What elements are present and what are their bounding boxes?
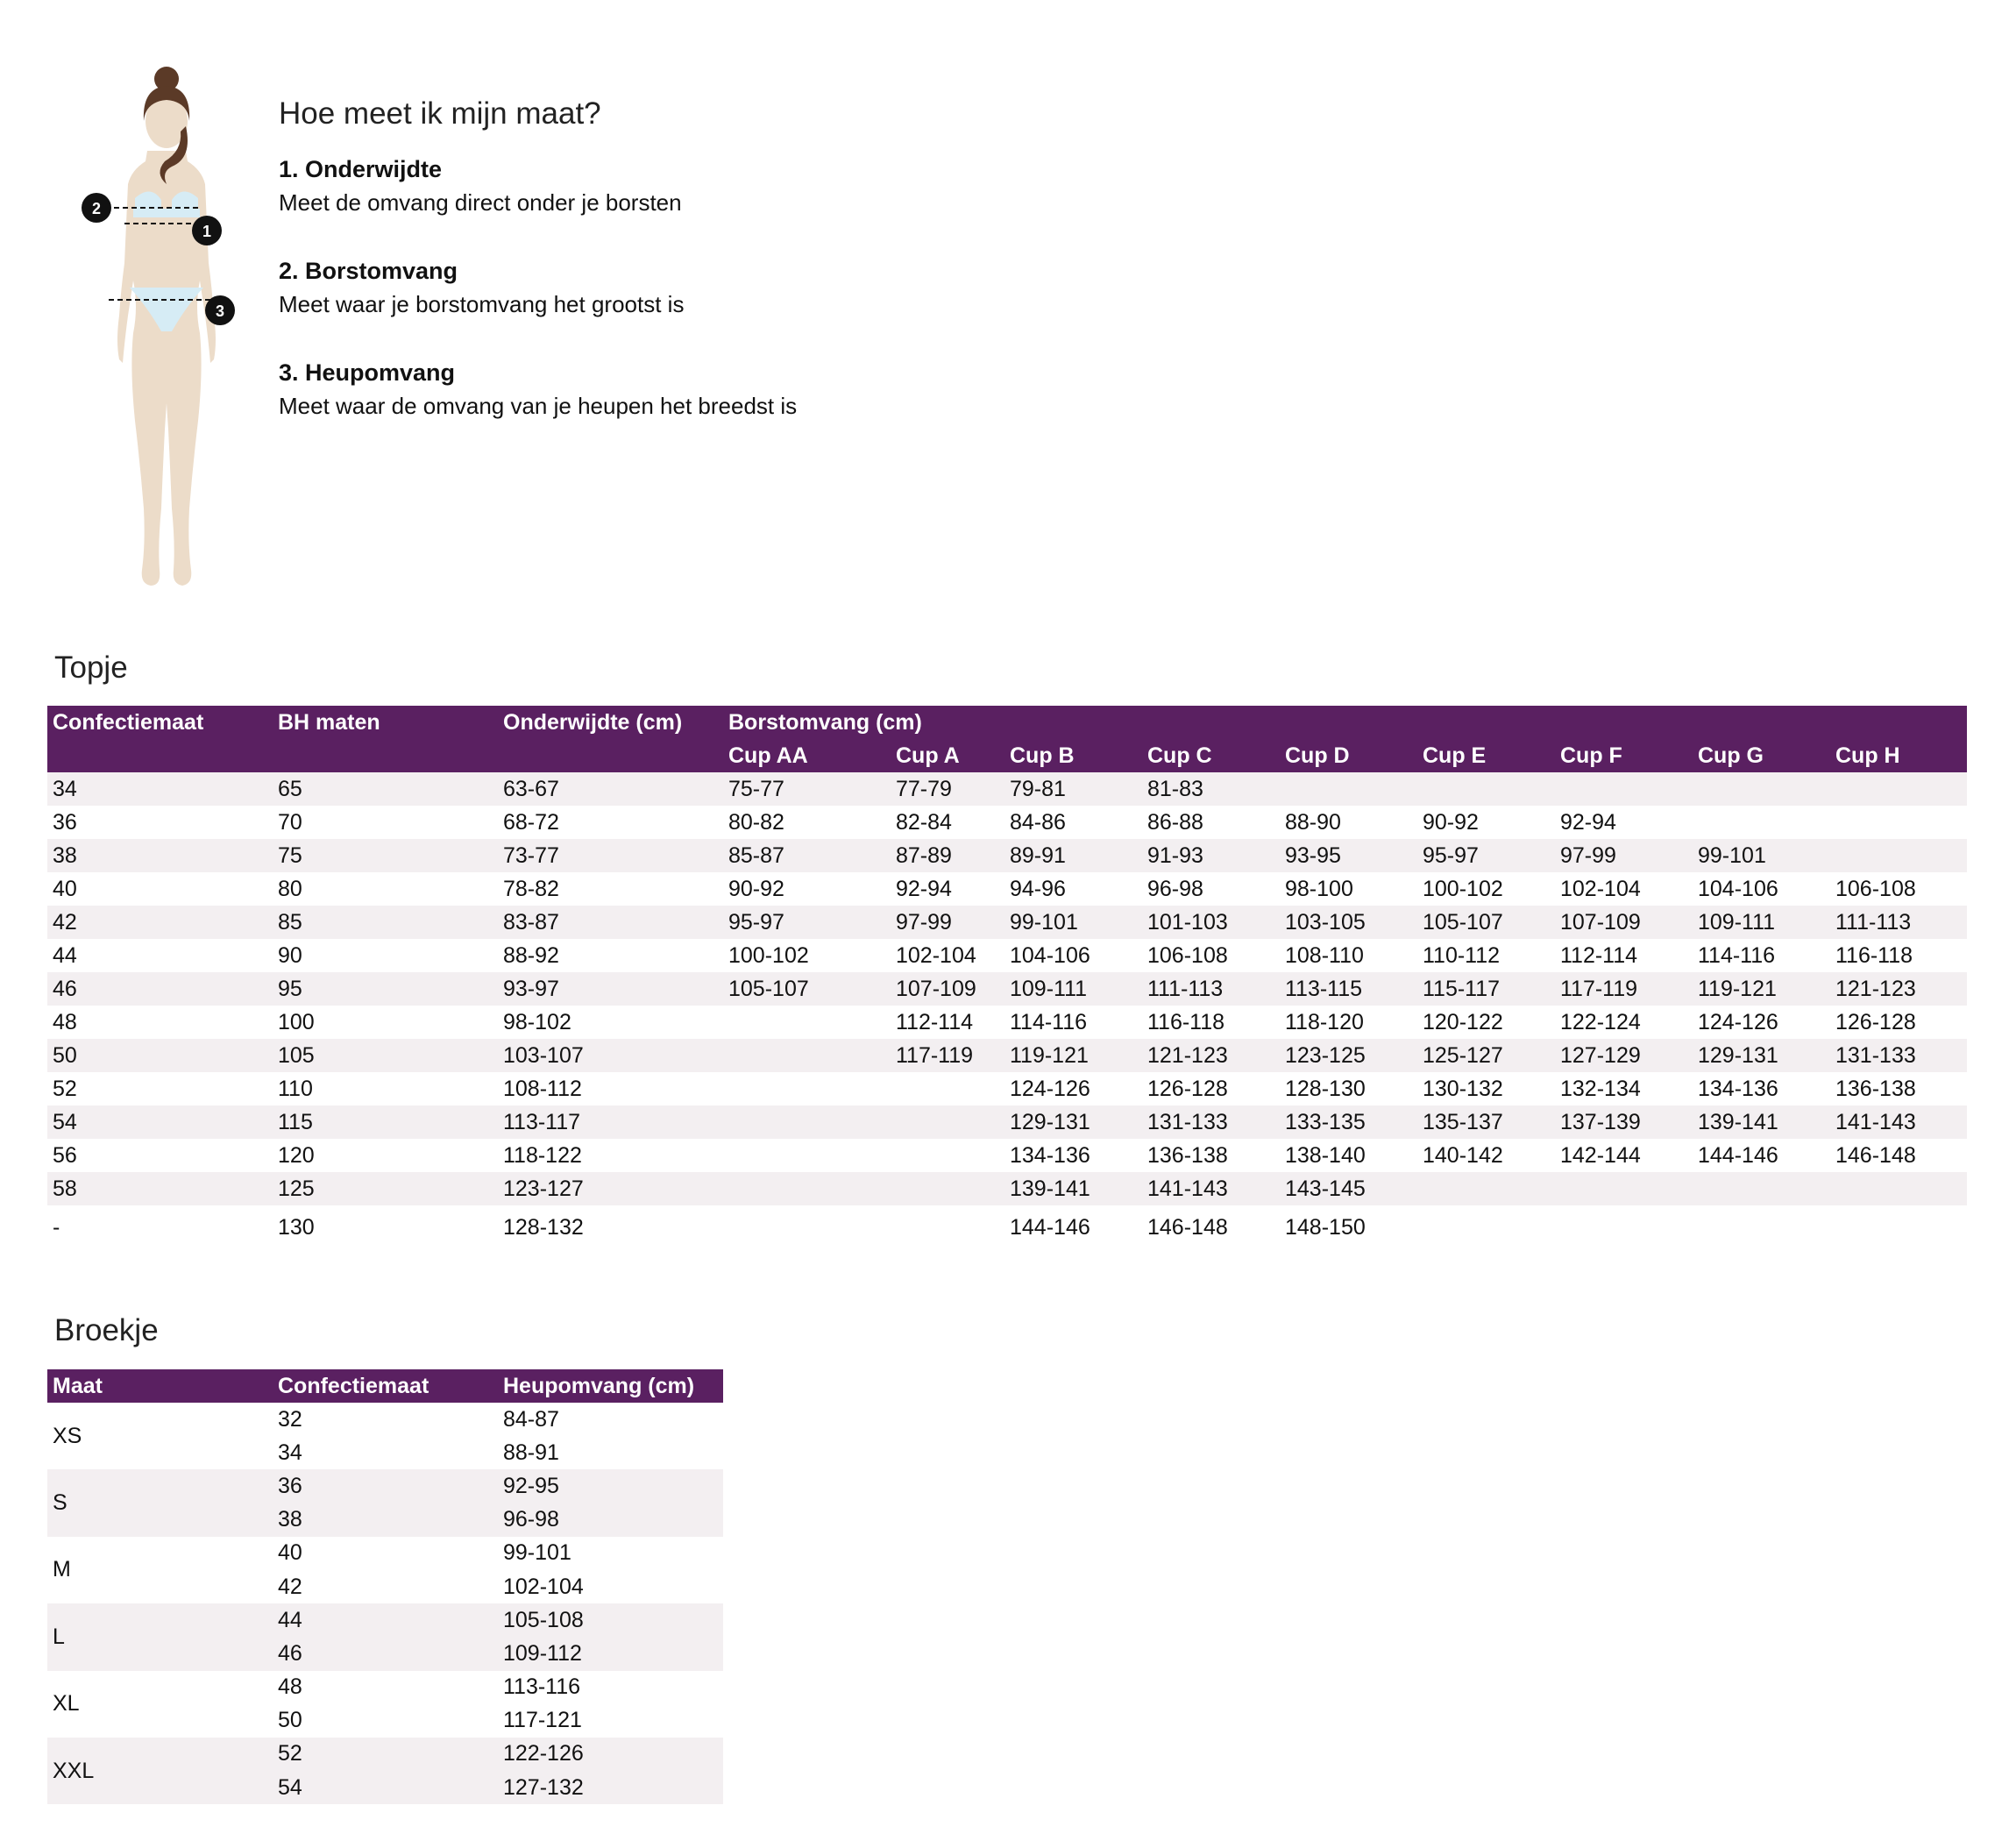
table-cell: 75 <box>273 839 498 872</box>
topje-table-body <box>47 772 1967 1249</box>
table-cell: 102-104 <box>1560 876 1641 901</box>
table-cell: 128-130 <box>1285 1076 1366 1101</box>
col-header-cup: Cup A <box>891 739 1004 772</box>
table-cell: 111-113 <box>1830 906 1967 939</box>
table-cell <box>1830 1205 1967 1249</box>
table-cell: 137-139 <box>1555 1105 1693 1139</box>
table-cell: 114-116 <box>1698 942 1776 968</box>
table-cell <box>1693 772 1830 806</box>
table-cell: 100-102 <box>728 942 809 968</box>
table-cell: 36 <box>53 809 77 835</box>
table-cell: 38 <box>273 1503 498 1537</box>
table-cell: 88-90 <box>1285 809 1341 835</box>
table-cell: 118-120 <box>1285 1009 1364 1034</box>
table-cell <box>1830 839 1967 872</box>
table-cell <box>1693 1205 1830 1249</box>
marker-2-label: 2 <box>91 200 102 217</box>
col-header-maat: Maat <box>47 1369 273 1403</box>
table-cell: 97-99 <box>891 906 1004 939</box>
maat-cell: S <box>47 1469 273 1536</box>
table-cell: 90 <box>278 942 302 968</box>
table-cell: 140-142 <box>1423 1142 1503 1168</box>
col-header-borstomvang: Borstomvang (cm) <box>723 706 1967 739</box>
table-cell: 50 <box>47 1039 273 1072</box>
table-cell: 46 <box>47 972 273 1006</box>
table-cell: 114-116 <box>1010 1009 1088 1034</box>
table-cell: 96-98 <box>1147 876 1203 901</box>
table-cell: 36 <box>273 1469 498 1503</box>
table-cell: 130-132 <box>1423 1076 1503 1101</box>
table-cell: 101-103 <box>1142 906 1280 939</box>
table-cell: 144-146 <box>1698 1142 1778 1168</box>
cup-header-row <box>47 739 1967 772</box>
step-text: Meet waar je borstomvang het grootst is <box>279 291 685 317</box>
table-cell <box>1555 1172 1693 1205</box>
table-cell <box>723 1205 891 1249</box>
table-cell: 78-82 <box>503 876 559 901</box>
table-cell: 132-134 <box>1560 1076 1641 1101</box>
table-cell: 107-109 <box>1555 906 1693 939</box>
table-cell: 121-123 <box>1830 972 1967 1006</box>
table-cell: 127-132 <box>498 1771 723 1804</box>
table-cell <box>723 1006 891 1039</box>
table-cell <box>1693 1172 1830 1205</box>
table-cell: 127-129 <box>1555 1039 1693 1072</box>
table-cell: 83-87 <box>498 906 723 939</box>
table-cell: 105-108 <box>498 1603 723 1637</box>
maat-cell: M <box>53 1557 71 1582</box>
topje-size-table <box>47 706 1967 1249</box>
table-cell <box>723 1039 891 1072</box>
table-cell: 116-118 <box>1835 942 1913 968</box>
table-cell: 141-143 <box>1142 1172 1280 1205</box>
table-cell: 128-132 <box>503 1214 584 1240</box>
table-cell: 92-94 <box>1560 809 1616 835</box>
table-cell: 103-105 <box>1280 906 1417 939</box>
measuring-instructions <box>279 95 1155 458</box>
table-cell <box>723 1105 891 1139</box>
table-cell <box>1830 772 1967 806</box>
marker-1-label: 1 <box>202 223 212 240</box>
step-borstomvang <box>279 254 1155 321</box>
table-cell: 112-114 <box>1560 942 1638 968</box>
table-cell: 95 <box>273 972 498 1006</box>
table-cell: 138-140 <box>1285 1142 1366 1168</box>
table-cell: 85-87 <box>723 839 891 872</box>
table-cell <box>723 1139 891 1172</box>
col-header-cup: Cup H <box>1830 739 1967 772</box>
maat-cell: XXL <box>47 1738 273 1804</box>
table-cell: 65 <box>273 772 498 806</box>
table-cell: 44 <box>53 942 77 968</box>
table-cell: 93-97 <box>498 972 723 1006</box>
table-cell: 120 <box>278 1142 315 1168</box>
table-cell: 124-126 <box>1698 1009 1778 1034</box>
broekje-table-body <box>47 1403 723 1804</box>
table-cell: 100-102 <box>1423 876 1503 901</box>
table-cell: 99-101 <box>503 1540 571 1566</box>
table-cell <box>1417 1205 1555 1249</box>
table-cell: 122-124 <box>1560 1009 1641 1034</box>
table-cell: 82-84 <box>896 809 952 835</box>
table-row <box>47 1603 723 1637</box>
table-cell: 44 <box>273 1603 498 1637</box>
table-cell: 42 <box>278 1574 302 1599</box>
table-row <box>47 1469 723 1503</box>
col-header-cup: Cup F <box>1555 739 1693 772</box>
table-cell: 103-107 <box>498 1039 723 1072</box>
table-cell: 79-81 <box>1004 772 1142 806</box>
table-row <box>47 972 1967 1006</box>
table-cell: 143-145 <box>1280 1172 1417 1205</box>
table-cell: 38 <box>47 839 273 872</box>
table-row <box>47 1671 723 1704</box>
table-cell: 146-148 <box>1147 1214 1228 1240</box>
table-row <box>47 1403 723 1436</box>
col-header-cup: Cup B <box>1004 739 1142 772</box>
body-measurement-figure <box>70 53 263 596</box>
table-row <box>47 1738 723 1771</box>
table-cell: 126-128 <box>1835 1009 1916 1034</box>
table-cell: 86-88 <box>1147 809 1203 835</box>
table-cell: 130 <box>278 1214 315 1240</box>
table-row <box>47 806 1967 839</box>
table-row <box>47 906 1967 939</box>
table-cell: 117-119 <box>1555 972 1693 1006</box>
col-header-confectiemaat: Confectiemaat <box>47 706 273 739</box>
table-cell <box>1830 806 1967 839</box>
table-cell <box>891 1072 1004 1105</box>
table-row <box>47 839 1967 872</box>
table-row <box>47 1039 1967 1072</box>
table-cell: 58 <box>47 1172 273 1205</box>
col-header-cup: Cup AA <box>723 739 891 772</box>
table-cell: 77-79 <box>891 772 1004 806</box>
table-cell: 48 <box>53 1009 77 1034</box>
table-cell: 46 <box>273 1637 498 1670</box>
table-cell: 48 <box>278 1674 302 1700</box>
col-header-cup: Cup E <box>1417 739 1555 772</box>
table-cell: 113-116 <box>503 1674 581 1700</box>
table-cell: 105-107 <box>1417 906 1555 939</box>
col-header-cup: Cup D <box>1280 739 1417 772</box>
col-header-confectiemaat: Confectiemaat <box>273 1369 498 1403</box>
table-cell: 97-99 <box>1555 839 1693 872</box>
table-cell: 113-115 <box>1280 972 1417 1006</box>
table-cell: 119-121 <box>1004 1039 1142 1072</box>
table-cell: 112-114 <box>896 1009 974 1034</box>
marker-1-icon <box>192 216 222 245</box>
table-cell: 91-93 <box>1142 839 1280 872</box>
table-row <box>47 939 1967 972</box>
table-cell: 111-113 <box>1142 972 1280 1006</box>
table-cell: 84-87 <box>503 1406 559 1432</box>
table-cell: 54 <box>273 1771 498 1804</box>
broekje-size-table <box>47 1369 723 1804</box>
table-cell: 73-77 <box>498 839 723 872</box>
table-cell: 106-108 <box>1835 876 1916 901</box>
table-cell: 121-123 <box>1142 1039 1280 1072</box>
table-cell: 98-100 <box>1285 876 1353 901</box>
table-cell: 100 <box>278 1009 315 1034</box>
broekje-heading: Broekje <box>54 1313 159 1347</box>
step-text: Meet waar de omvang van je heupen het breedst is <box>279 393 798 419</box>
table-cell: 105 <box>273 1039 498 1072</box>
maat-cell: XS <box>53 1423 82 1448</box>
maat-cell: XL <box>53 1691 80 1717</box>
table-cell: 117-121 <box>503 1708 582 1733</box>
col-header-cup: Cup G <box>1693 739 1830 772</box>
table-cell: 136-138 <box>1147 1142 1228 1168</box>
table-cell: 40 <box>278 1540 302 1566</box>
table-cell: 139-141 <box>1693 1105 1830 1139</box>
table-cell: - <box>53 1214 60 1240</box>
table-cell: 93-95 <box>1280 839 1417 872</box>
table-cell: 54 <box>47 1105 273 1139</box>
table-cell <box>723 1172 891 1205</box>
table-cell: 88-91 <box>503 1439 559 1465</box>
table-cell: 108-112 <box>503 1076 582 1101</box>
table-cell: 34 <box>278 1439 302 1465</box>
table-cell: 108-110 <box>1285 942 1364 968</box>
table-cell: 63-67 <box>498 772 723 806</box>
table-cell: 95-97 <box>1417 839 1555 872</box>
table-cell: 109-111 <box>1004 972 1142 1006</box>
col-header-onderwijdte: Onderwijdte (cm) <box>498 706 723 739</box>
table-cell: 75-77 <box>723 772 891 806</box>
table-cell <box>891 1105 1004 1139</box>
table-cell: 123-127 <box>498 1172 723 1205</box>
table-cell: 42 <box>47 906 273 939</box>
table-cell <box>1693 806 1830 839</box>
table-cell: 131-133 <box>1142 1105 1280 1139</box>
table-cell: 102-104 <box>503 1574 584 1599</box>
table-cell: 68-72 <box>503 809 559 835</box>
table-cell: 102-104 <box>896 942 976 968</box>
table-cell: 116-118 <box>1147 1009 1225 1034</box>
table-cell: 50 <box>278 1708 302 1733</box>
table-cell: 122-126 <box>498 1738 723 1771</box>
table-cell <box>891 1205 1004 1249</box>
table-cell: 124-126 <box>1010 1076 1090 1101</box>
table-header-row <box>47 706 1967 739</box>
table-cell: 94-96 <box>1010 876 1066 901</box>
table-cell <box>1555 772 1693 806</box>
table-cell: 125 <box>273 1172 498 1205</box>
table-cell: 120-122 <box>1423 1009 1503 1034</box>
table-cell: 131-133 <box>1830 1039 1967 1072</box>
table-cell <box>723 1072 891 1105</box>
table-cell: 104-106 <box>1010 942 1090 968</box>
table-cell: 40 <box>53 876 77 901</box>
step-text: Meet de omvang direct onder je borsten <box>279 189 682 216</box>
table-cell: 105-107 <box>723 972 891 1006</box>
table-cell: 134-136 <box>1010 1142 1090 1168</box>
table-cell: 52 <box>53 1076 77 1101</box>
step-title: 2. Borstomvang <box>279 258 458 284</box>
table-cell <box>1555 1205 1693 1249</box>
table-header-row <box>47 1369 723 1403</box>
table-cell: 80 <box>278 876 302 901</box>
table-cell: 133-135 <box>1280 1105 1417 1139</box>
table-cell: 109-112 <box>498 1637 723 1670</box>
table-cell: 109-111 <box>1693 906 1830 939</box>
table-cell: 119-121 <box>1693 972 1830 1006</box>
table-cell: 104-106 <box>1698 876 1778 901</box>
table-cell: 89-91 <box>1004 839 1142 872</box>
table-cell: 87-89 <box>891 839 1004 872</box>
table-cell: 118-122 <box>503 1142 582 1168</box>
marker-2-icon <box>82 193 111 223</box>
empty-header-cell <box>273 739 498 772</box>
table-cell: 99-101 <box>1693 839 1830 872</box>
table-cell: 32 <box>278 1406 302 1432</box>
table-cell: 136-138 <box>1835 1076 1916 1101</box>
table-cell <box>1280 772 1417 806</box>
table-cell <box>1417 772 1555 806</box>
table-cell: 84-86 <box>1010 809 1066 835</box>
table-cell: 126-128 <box>1147 1076 1228 1101</box>
table-cell <box>891 1172 1004 1205</box>
table-cell: 70 <box>278 809 302 835</box>
step-onderwijdte <box>279 153 1155 219</box>
table-cell: 98-102 <box>503 1009 571 1034</box>
empty-header-cell <box>498 739 723 772</box>
intro-title: Hoe meet ik mijn maat? <box>279 96 601 131</box>
table-cell: 125-127 <box>1417 1039 1555 1072</box>
table-cell: 115-117 <box>1417 972 1555 1006</box>
table-row <box>47 1537 723 1570</box>
table-cell: 81-83 <box>1142 772 1280 806</box>
table-cell: 92-94 <box>896 876 952 901</box>
table-cell: 106-108 <box>1147 942 1228 968</box>
table-cell: 110 <box>278 1076 313 1101</box>
empty-header-cell <box>47 739 273 772</box>
table-row <box>47 1072 1967 1105</box>
table-cell: 115 <box>273 1105 498 1139</box>
maat-cell: L <box>47 1603 273 1670</box>
table-cell: 129-131 <box>1004 1105 1142 1139</box>
table-cell: 113-117 <box>498 1105 723 1139</box>
table-cell: 99-101 <box>1004 906 1142 939</box>
table-cell: 146-148 <box>1835 1142 1916 1168</box>
table-cell: 52 <box>273 1738 498 1771</box>
table-cell <box>1417 1172 1555 1205</box>
topje-heading: Topje <box>54 650 128 685</box>
table-cell <box>891 1139 1004 1172</box>
table-cell: 88-92 <box>503 942 559 968</box>
table-cell: 144-146 <box>1010 1214 1090 1240</box>
table-row <box>47 1105 1967 1139</box>
marker-3-icon <box>205 295 235 325</box>
table-cell: 90-92 <box>1423 809 1479 835</box>
table-row <box>47 1172 1967 1205</box>
col-header-cup: Cup C <box>1142 739 1280 772</box>
table-cell: 90-92 <box>728 876 784 901</box>
table-cell: 123-125 <box>1280 1039 1417 1072</box>
col-header-bh-maten: BH maten <box>273 706 498 739</box>
table-row <box>47 1139 1967 1172</box>
table-cell: 85 <box>273 906 498 939</box>
step-title: 1. Onderwijdte <box>279 156 443 182</box>
table-cell: 117-119 <box>891 1039 1004 1072</box>
table-cell: 95-97 <box>723 906 891 939</box>
table-row <box>47 1205 1967 1249</box>
table-row <box>47 772 1967 806</box>
table-cell: 56 <box>53 1142 77 1168</box>
table-cell: 141-143 <box>1830 1105 1967 1139</box>
table-cell: 139-141 <box>1004 1172 1142 1205</box>
table-cell: 34 <box>47 772 273 806</box>
col-header-heupomvang: Heupomvang (cm) <box>498 1369 723 1403</box>
step-heupomvang <box>279 356 1155 423</box>
step-title: 3. Heupomvang <box>279 359 456 386</box>
table-row <box>47 1006 1967 1039</box>
table-cell: 80-82 <box>728 809 784 835</box>
table-cell: 92-95 <box>498 1469 723 1503</box>
table-cell <box>1830 1172 1967 1205</box>
table-cell: 96-98 <box>498 1503 723 1537</box>
table-cell: 107-109 <box>891 972 1004 1006</box>
table-cell: 148-150 <box>1285 1214 1366 1240</box>
table-cell: 129-131 <box>1693 1039 1830 1072</box>
marker-3-label: 3 <box>215 302 225 320</box>
table-cell: 135-137 <box>1417 1105 1555 1139</box>
table-cell: 142-144 <box>1560 1142 1641 1168</box>
table-cell: 110-112 <box>1423 942 1501 968</box>
table-cell: 134-136 <box>1698 1076 1778 1101</box>
table-row <box>47 872 1967 906</box>
